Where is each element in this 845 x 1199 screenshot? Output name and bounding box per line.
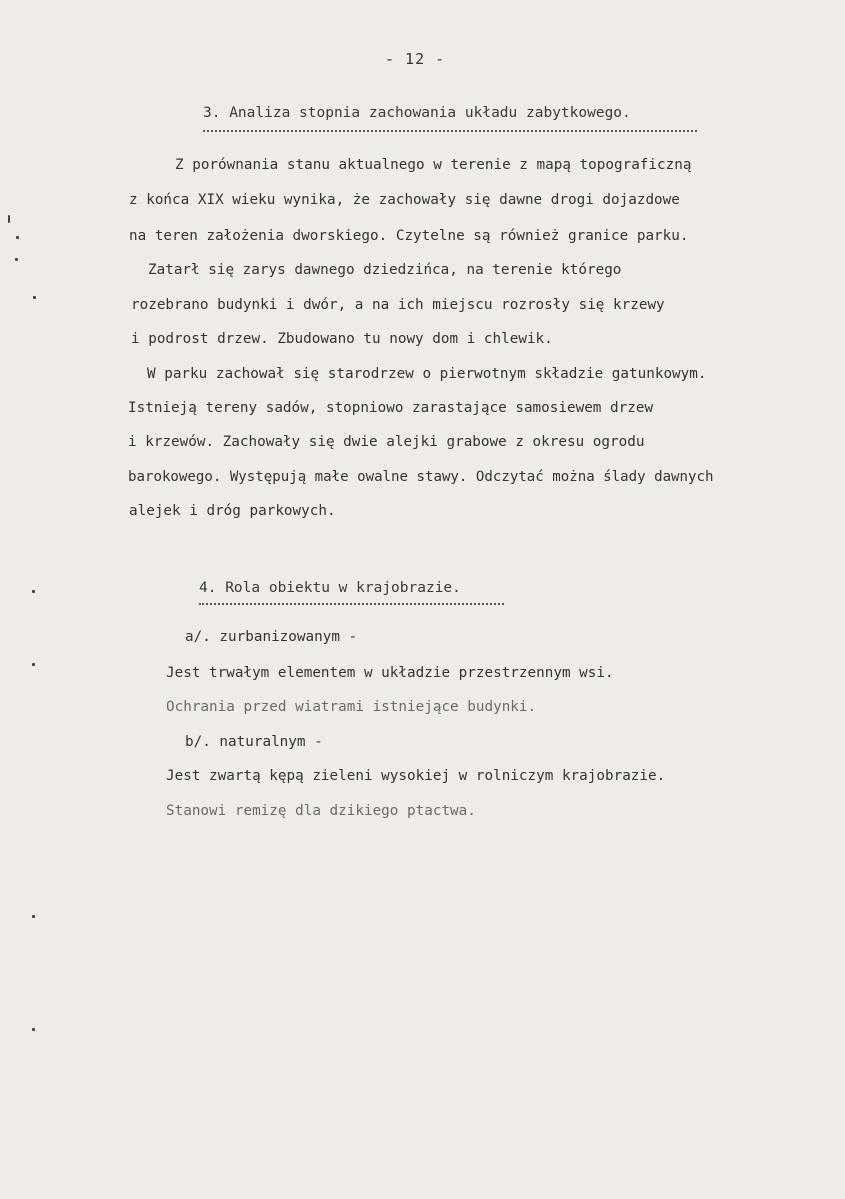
- section-3-line: Istnieją tereny sadów, stopniowo zarastające samosiewem drzew: [128, 400, 654, 416]
- section-3-line: barokowego. Występują małe owalne stawy. Odczytać można ślady dawnych: [128, 469, 714, 485]
- section-3-line: z końca XIX wieku wynika, że zachowały się dawne drogi dojazdowe: [129, 192, 680, 208]
- section-4-heading: 4. Rola obiektu w krajobrazie.: [199, 580, 461, 596]
- section-4-line: a/. zurbanizowanym -: [185, 629, 358, 645]
- section-3-line: i krzewów. Zachowały się dwie alejki grabowe z okresu ogrodu: [128, 434, 645, 450]
- section-4-line: Jest zwartą kępą zieleni wysokiej w rolniczym krajobrazie.: [166, 768, 666, 784]
- section-3-line: W parku zachował się starodrzew o pierwotnym składzie gatunkowym.: [147, 366, 707, 382]
- margin-mark: [15, 258, 18, 261]
- section-3-line: Zatarł się zarys dawnego dziedzińca, na terenie którego: [148, 262, 622, 278]
- section-3-heading-underline: [203, 130, 697, 132]
- margin-mark: [32, 915, 35, 918]
- section-3-line: i podrost drzew. Zbudowano tu nowy dom i chlewik.: [131, 331, 553, 347]
- section-3-heading: 3. Analiza stopnia zachowania układu zabytkowego.: [203, 105, 631, 121]
- margin-mark: [8, 215, 10, 223]
- margin-mark: [16, 236, 19, 239]
- section-4-heading-underline: [199, 603, 504, 605]
- section-3-line: na teren założenia dworskiego. Czytelne są również granice parku.: [129, 228, 689, 244]
- section-3-line: alejek i dróg parkowych.: [129, 503, 336, 519]
- margin-mark: [32, 1028, 35, 1031]
- section-4-line: b/. naturalnym -: [185, 734, 323, 750]
- section-3-line: rozebrano budynki i dwór, a na ich miejscu rozrosły się krzewy: [131, 297, 665, 313]
- section-4-line: Stanowi remizę dla dzikiego ptactwa.: [166, 803, 476, 819]
- section-4-line: Jest trwałym elementem w układzie przestrzennym wsi.: [166, 665, 614, 681]
- page-number: - 12 -: [385, 50, 446, 68]
- margin-mark: [32, 663, 35, 666]
- section-3-line: Z porównania stanu aktualnego w terenie z mapą topograficzną: [175, 157, 692, 173]
- margin-mark: [32, 590, 35, 593]
- section-4-line: Ochrania przed wiatrami istniejące budynki.: [166, 699, 537, 715]
- margin-mark: [33, 296, 36, 299]
